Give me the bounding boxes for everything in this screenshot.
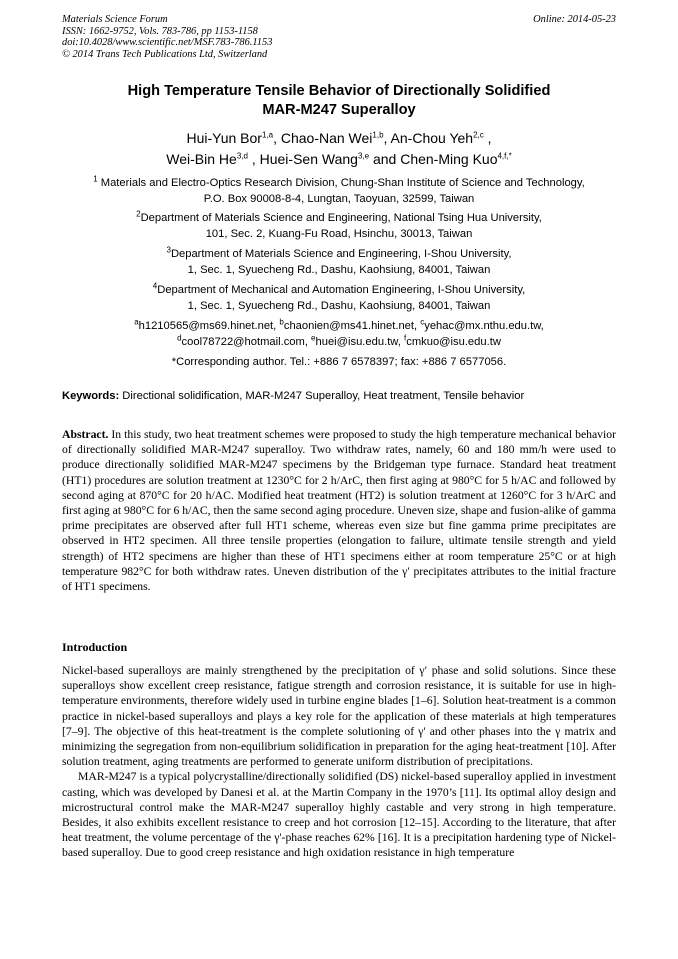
author-affiliation-mark: 3,d [236, 151, 248, 161]
journal-name: Materials Science Forum [62, 14, 168, 25]
author-affiliation-mark: 1,a [261, 130, 274, 140]
affiliation-line: Materials and Electro-Optics Research Division, Chung-Shan Institute of Science and Technology, [97, 177, 585, 189]
author-affiliation-mark: 1,b [372, 130, 384, 140]
author-separator: and [369, 151, 401, 167]
author-separator: , [383, 130, 391, 146]
affiliation-line: Department of Mechanical and Automation Engineering, I-Shou University, [157, 284, 526, 296]
email-link[interactable]: chaonien@ms41.hinet.net, [283, 320, 418, 332]
affiliation-address: P.O. Box 90008-8-4, Lungtan, Taoyuan, 32599, Taiwan [203, 192, 475, 205]
affiliation-address: 1, Sec. 1, Syuecheng Rd., Dashu, Kaohsiung, 84001, Taiwan [187, 263, 491, 276]
author-name: Huei-Sen Wang [259, 151, 358, 167]
abstract [62, 427, 616, 594]
title-line-2: MAR-M247 Superalloy [262, 102, 416, 118]
keywords-label: Keywords: [62, 390, 120, 402]
email-link[interactable]: huei@isu.edu.tw, [315, 335, 401, 348]
affiliation-3 [62, 247, 616, 278]
affiliation-number: 4 [152, 281, 158, 291]
doi-line: doi:10.4028/www.scientific.net/MSF.783-786.1153 [62, 37, 273, 49]
affiliation-4 [62, 283, 616, 314]
section-heading-introduction: Introduction [62, 640, 128, 654]
email-link[interactable]: yehac@mx.nthu.edu.tw, [424, 320, 544, 332]
author-separator: , [247, 151, 260, 167]
author-name: Chen-Ming Kuo [400, 151, 498, 167]
author-affiliation-mark: 4,f,* [497, 151, 512, 161]
affiliation-number: 3 [166, 245, 171, 255]
affiliation-line: Department of Materials Science and Engineering, National Tsing Hua University, [140, 212, 542, 224]
author-affiliation-mark: 2,c [473, 130, 484, 140]
email-link[interactable]: cmkuo@isu.edu.tw [406, 335, 501, 348]
email-list: $^a$h1210565@ms69.hinet.net, $^b$chaonien@ms41.hinet.net, $^c$yehac@mx.nthu.edu.tw, $^d$cool78722@hotmail.com, $^e$huei@isu.edu.tw, $^f$cmkuo@isu.edu.tw [134, 317, 544, 348]
affiliation-2 [62, 211, 616, 242]
keywords-text: Directional solidification, MAR-M247 Superalloy, Heat treatment, Tensile behavior [119, 390, 525, 402]
affiliation-address: 101, Sec. 2, Kuang-Fu Road, Hsinchu, 30013, Taiwan [205, 227, 473, 240]
author-list [62, 128, 616, 170]
journal-header [62, 14, 272, 60]
issn-line: ISSN: 1662-9752, Vols. 783-786, pp 1153-1158 [62, 25, 258, 37]
online-date: Online: 2014-05-23 [533, 14, 616, 25]
copyright-line: © 2014 Trans Tech Publications Ltd, Switzerland [62, 48, 268, 60]
author-line-1 [62, 128, 616, 149]
keywords [62, 389, 616, 404]
affiliation-number: 2 [136, 209, 141, 219]
author-line-2 [62, 149, 616, 170]
author-name: Wei-Bin He [166, 151, 237, 167]
affiliation-1 [62, 176, 616, 207]
author-separator: , [483, 130, 492, 146]
paragraph: Nickel-based superalloys are mainly strengthened by the precipitation of γ′ phase and solid solutions. Since these superalloys show excellent creep resistance, fatigue strength and corrosion resistance, it is suitable for use in high-temperature environments, therefore widely used in turbine engine blades [1–6]. Solution heat-treatment is a common practice in nickel-based superalloys and plays a key role for the application of these materials at high temperatures [7–9]. The objective of this heat-treatment is the complete solutioning of γ' and other phases into the γ matrix and minimizing the segregation from non-equilibrium solidification in preparation for the aging heat-treatment [10]. After solution treatment, aging treatments are performed to generate uniform distribution of precipitations. [62, 664, 616, 769]
author-name: An-Chou Yeh [390, 130, 474, 146]
author-separator: , [273, 130, 281, 146]
author-affiliation-mark: 3,e [357, 151, 370, 161]
email-link[interactable]: h1210565@ms69.hinet.net, [138, 320, 277, 332]
title-line-1: High Temperature Tensile Behavior of Directionally Solidified [127, 83, 551, 99]
abstract-label: Abstract. [62, 428, 109, 441]
affiliation-address: 1, Sec. 1, Syuecheng Rd., Dashu, Kaohsiung, 84001, Taiwan [187, 299, 491, 312]
paper-title [62, 82, 616, 120]
affiliation-number: 1 [93, 174, 98, 184]
corresponding-author: *Corresponding author. Tel.: +886 7 6578397; fax: +886 7 6577056. [171, 356, 507, 368]
author-name: Hui-Yun Bor [186, 130, 262, 146]
author-name: Chao-Nan Wei [280, 130, 373, 146]
introduction-body [62, 663, 616, 861]
email-link[interactable]: cool78722@hotmail.com, [181, 335, 308, 348]
paragraph: MAR-M247 is a typical polycrystalline/directionally solidified (DS) nickel-based superalloy applied in investment casting, which was developed by Danesi et al. at the Martin Company in the 1970’s [11]. Its optimal alloy design and microstructural control make the MAR-M247 superalloy highly castable and very strong in high temperature. Besides, it also exhibits excellent resistance to creep and hot corrosion [12–15]. According to the literature, that after heat treatment, the volume percentage of the γ'-phase reaches 62% [16]. It is a precipitation hardening type of Nickel-based superalloy. Due to good creep resistance and high oxidation resistance in high temperature [62, 770, 616, 860]
affiliation-line: Department of Materials Science and Engineering, I-Shou University, [170, 248, 512, 260]
abstract-text: In this study, two heat treatment schemes were proposed to study the high temperature mechanical behavior of directionally solidified MAR-M247 superalloy. Two withdraw rates, namely, 60 and 180 mm/h were used to produce directionally solidified MAR-M247 specimens by the Bridgeman type furnace. Standard heat treatment (HT1) procedures are solution treatment at 1230°C for 2 h/ArC, then first aging at 980°C for 5 h/AC and followed by second aging at 870°C for 20 h/AC. Modified heat treatment (HT2) is solution treatment at 1260°C for 3 h/ArC and first aging at 980°C for 6 h/AC, then the same second aging procedure. Uneven size, shape and fusion-alike of gamma prime precipitates are observed after full HT1 scheme, whereas even size but fine gamma prime precipitates are observed in HT2 specimen. All three tensile properties (elongation to failure, ultimate tensile strength and yield strength) of HT2 specimens are higher than these of HT1 specimens either at room temperature 25°C or at high temperature 982°C for both withdraw rates. Uneven distribution of the γ′ precipitates attributes to the initial fracture of HT1 specimens. [62, 428, 616, 594]
